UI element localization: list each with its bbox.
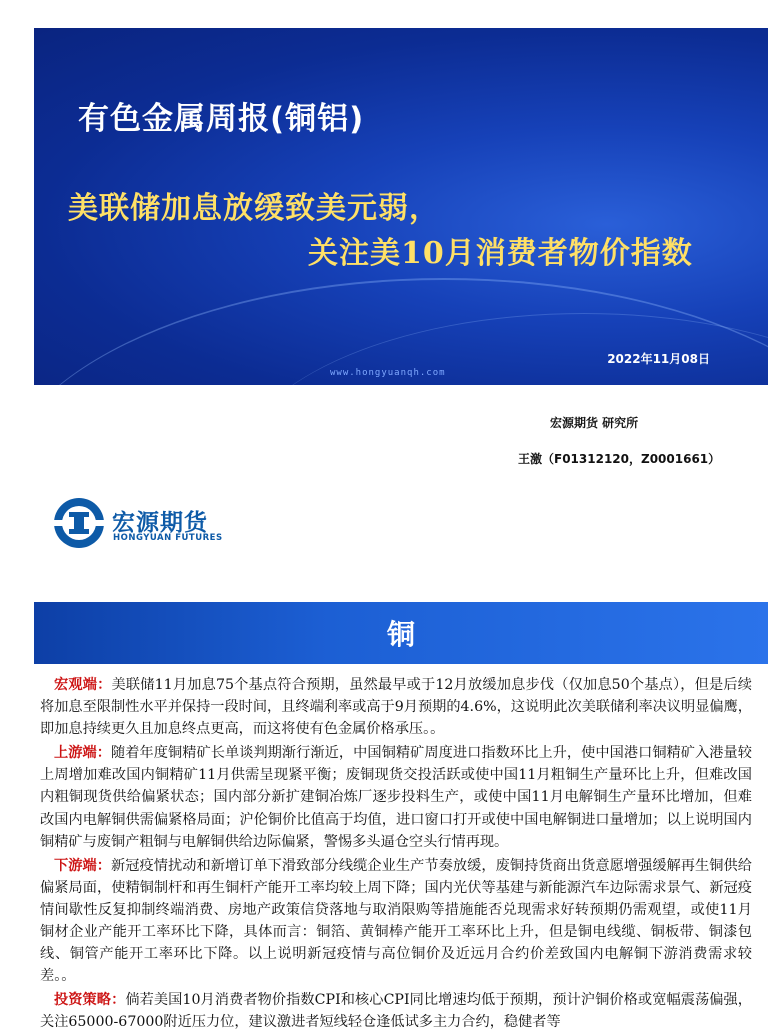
- research-institute: 宏源期货 研究所: [550, 416, 639, 430]
- website-url: www.hongyuanqh.com: [330, 368, 446, 378]
- paragraph-strategy: [40, 989, 752, 1033]
- paragraph-text: 美联储11月加息75个基点符合预期，虽然最早或于12月放缓加息步伐（仅加息50个基点），但是后续将加息至限制性水平并保持一段时间，且终端利率或高于9月预期的4.6%，这说明此次美联储利率决议明显偏鹰，即加息持续更久且加息终点更高，而这将使有色金属价格承压。。: [40, 677, 752, 738]
- logo-name-en: HONGYUAN FUTURES: [113, 533, 223, 543]
- paragraph-text: 随着年度铜精矿长单谈判期渐行渐近，中国铜精矿周度进口指数环比上升，使中国港口铜精矿入港量较上周增加难改国内铜精矿11月供需呈现紧平衡；废铜现货交投活跃或使中国11月粗铜生产量环比上升，但难改国内粗铜现货供给偏紧状态；国内部分新扩建铜冶炼厂逐步投料生产，或使中国11月电解铜生产量环比增加，但难改国内电解铜供需偏紧格局面；沪伦铜价比值高于均值，进口窗口打开或使中国电解铜进口量增加；以上说明国内铜精矿与废铜产粗铜与电解铜供给边际偏紧，警惕多头逼仓空头行情再现。: [40, 745, 752, 850]
- paragraph-text: 新冠疫情扰动和新增订单下滑致部分线缆企业生产节奏放缓，废铜持货商出货意愿增强缓解再生铜供给偏紧局面，使精铜制杆和再生铜杆产能开工率均较上周下降；国内光伏等基建与新能源汽车边际需求景气、新冠疫情间歇性反复抑制终端消费、房地产政策信贷落地与取消限购等措施能否兑现需求好转预期仍需观望，或使11月铜材企业产能开工率环比下降，具体而言：铜箔、黄铜棒产能开工率环比上升，但是铜电线缆、铜板带、铜漆包线、铜管产能开工率环比下降。以上说明新冠疫情与高位铜价及近远月合约价差致国内电解铜下游消费需求较差。。: [40, 857, 752, 985]
- logo-icon: [52, 496, 106, 550]
- paragraph-label: 宏观端：: [54, 677, 112, 693]
- report-date: 2022年11月08日: [607, 352, 710, 366]
- logo-name-cn: 宏源期货: [112, 510, 208, 536]
- report-body: [40, 674, 752, 1036]
- paragraph-label: 下游端：: [54, 857, 111, 874]
- report-subtitle-line2: 关注美10月消费者物价指数: [308, 236, 693, 271]
- author-credentials: 王激（F01312120，Z0001661）: [518, 452, 721, 466]
- company-logo: [52, 496, 252, 556]
- report-title: 有色金属周报(铜铝): [78, 101, 365, 137]
- paragraph-upstream: [40, 742, 752, 852]
- paragraph-macro: [40, 674, 752, 740]
- paragraph-text: 倘若美国10月消费者物价指数CPI和核心CPI同比增速均低于预期，预计沪铜价格或宽幅震荡偏强，关注65000-67000附近压力位，建议激进者短线轻仓逢低试多主力合约，稳健者等: [40, 992, 752, 1031]
- paragraph-downstream: [40, 855, 752, 988]
- section-title: 铜: [386, 618, 415, 651]
- report-subtitle-line1: 美联储加息放缓致美元弱，: [68, 191, 440, 226]
- paragraph-label: 投资策略：: [54, 992, 126, 1009]
- cover-banner: [34, 28, 768, 385]
- section-header: [34, 602, 768, 664]
- paragraph-label: 上游端：: [54, 745, 111, 762]
